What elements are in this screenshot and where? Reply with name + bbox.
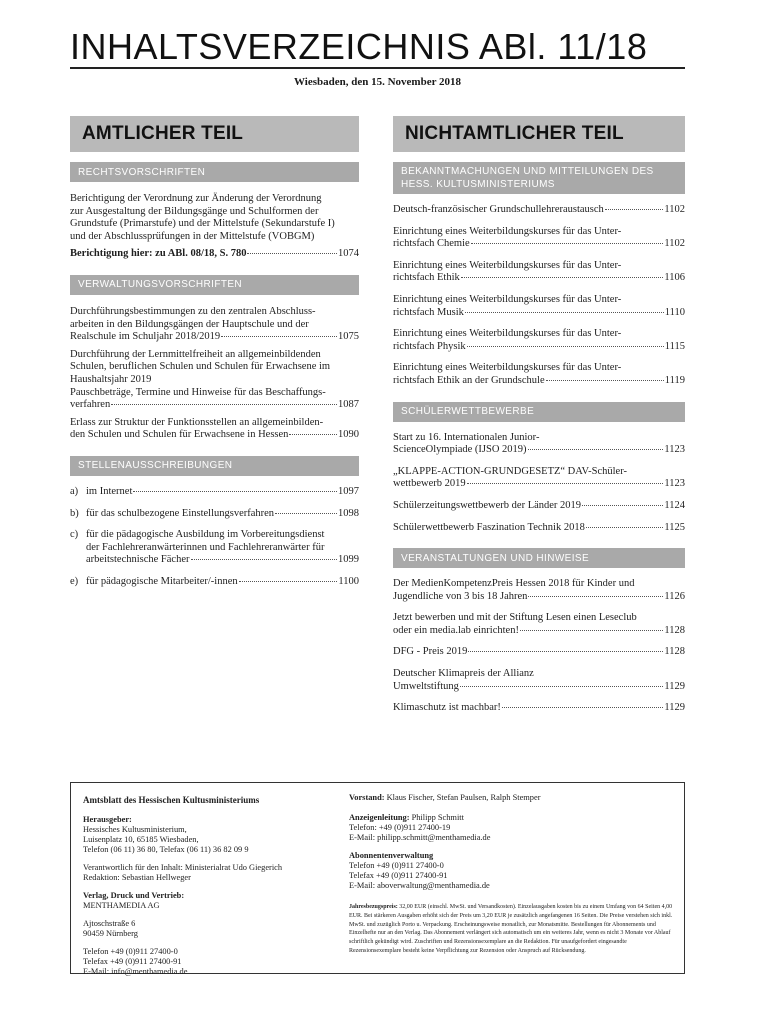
toc-entry[interactable]: Der MedienKompetenzPreis Hessen 2018 für Kinder und Jugendliche von 3 bis 18 Jahren 1126 (393, 578, 685, 602)
toc-entry[interactable]: Klimaschutz ist machbar! 1129 (393, 702, 685, 714)
toc-entry[interactable]: Einrichtung eines Weiterbildungskurses für das Unter- richtsfach Musik 1110 (393, 293, 685, 318)
page-number: 1087 (338, 399, 359, 411)
publication-name: Amtsblatt des Hessischen Kultusministeriums (83, 795, 260, 805)
toc-entry[interactable]: Deutsch-französischer Grundschullehreraustausch 1102 (393, 204, 685, 215)
page-number: 1115 (664, 340, 685, 352)
toc-entry[interactable]: Einrichtung eines Weiterbildungskurses für das Unter- richtsfach Ethik 1106 (393, 259, 685, 284)
nichtamtlicher-teil-heading: NICHTAMTLICHER TEIL (393, 116, 685, 152)
section-schuelerwettbewerbe: SCHÜLERWETTBEWERBE (393, 402, 685, 422)
toc-entry[interactable]: Berichtigung der Verordnung zur Änderung der Verordnung zur Ausgestaltung der Bildungsgänge und Schulformen der Grundstufe (Primarstufe) und der Mittelstufe (Sekundarstufe I) und der Abschlussprüfungen in der Mittelstufe (VOBGM) (70, 193, 335, 242)
toc-entry[interactable]: e) für pädagogische Mitarbeiter/-innen 1100 (70, 575, 359, 587)
page-number: 1097 (338, 485, 359, 497)
email-link[interactable]: E-Mail: philipp.schmitt@menthamedia.de (349, 833, 491, 842)
page-number: 1074 (338, 248, 359, 260)
imprint-right: Vorstand: Klaus Fischer, Stefan Paulsen, Ralph Stemper Anzeigenleitung: Philipp Schmitt Telefon: +49 (0)911 27400-19 E-Mail: philipp.schmitt@menthamedia.de Abonnentenverwaltung Telefon +49 (0)911 27400-0 Telefax +49 (0)911 27400-91 E-Mail: aboverwaltung@menthamedia.de Jahresbezugspreis: 32,00 EUR (einschl. MwSt. und Versandkosten). Einzelausgaben kosten bis zu einem Umfang von 64 Seiten 4,00 EUR. Bei stärkeren Ausgaben erhöht sich der Preis um 3,20 EUR je zusätzlich angefangenen 16 Seiten. Die Preise verstehen sich inkl. MwSt. und zuzüglich Porto u. Verpackung. Erscheinungsweise monatlich, zur Monatsmitte. Bestellungen für Abonnements und Einzelhefte nur an den Verlag. Das Abonnement verlängert sich automatisch um ein weiteres Jahr, wenn es nicht 3 Monate vor Ablauf schriftlich gekündigt wird. Zuschriften und Rezensionsexemplare an die Redaktion. Für unaufgefordert eingesandte Rezensionsexemplare besteht keine Verpflichtung zur Rezension oder Anspruch auf Rücksendung. (349, 793, 675, 964)
toc-entry[interactable]: Deutscher Klimapreis der Allianz Umweltstiftung 1129 (393, 668, 685, 692)
page-number: 1102 (664, 238, 685, 250)
document-title: INHALTSVERZEICHNIS ABl. 11/18 (70, 26, 648, 67)
section-verwaltungsvorschriften: VERWALTUNGSVORSCHRIFTEN (70, 275, 359, 295)
toc-entry[interactable]: Jetzt bewerben und mit der Stiftung Lesen einen Leseclub oder ein media.lab einrichten! 1128 (393, 612, 685, 636)
toc-entry[interactable]: DFG - Preis 2019 1128 (393, 646, 685, 658)
imprint-box (70, 782, 685, 974)
toc-entry[interactable]: Durchführung der Lernmittelfreiheit an allgemeinbildenden Schulen, beruflichen Schulen und Schulen für Erwachsene im Haushaltsjahr 2019 Pauschbeträge, Termine und Hinweise für das Beschaffungs- verfahren 1087 (70, 348, 359, 411)
page-number: 1102 (664, 204, 685, 215)
toc-entry[interactable]: c) für die pädagogische Ausbildung im Vorbereitungsdienst der Fachlehreranwärterinnen und Fachlehreranwärter für arbeitstechnische Fächer 1099 (70, 529, 359, 566)
page-number: 1128 (664, 646, 685, 658)
title-rule (70, 67, 685, 69)
price-notice: Jahresbezugspreis: 32,00 EUR (einschl. MwSt. und Versandkosten). Einzelausgaben kosten bis zu einem Umfang von 64 Seiten 4,00 EUR. Bei stärkeren Ausgaben erhöht sich der Preis um 3,20 EUR je zusätzlich angefangenen 16 Seiten. Die Preise verstehen sich inkl. MwSt. und zuzüglich Porto u. Verpackung. Erscheinungsweise monatlich, zur Monatsmitte. Bestellungen für Abonnements und Einzelhefte nur an den Verlag. Das Abonnement verlängert sich automatisch um ein weiteres Jahr, wenn es nicht 3 Monate vor Ablauf schriftlich gekündigt wird. Zuschriften und Rezensionsexemplare an die Redaktion. Für unaufgefordert eingesandte Rezensionsexemplare besteht keine Verpflichtung zur Rezension oder Anspruch auf Rücksendung. (349, 904, 673, 954)
page-number: 1126 (664, 590, 685, 602)
page-number: 1128 (664, 624, 685, 636)
right-column (393, 116, 685, 715)
page-number: 1123 (664, 444, 685, 456)
page-number: 1124 (664, 499, 685, 511)
page-number: 1098 (338, 507, 359, 519)
toc-entry[interactable]: b) für das schulbezogene Einstellungsverfahren 1098 (70, 507, 359, 519)
page-number: 1110 (664, 306, 685, 318)
email-link[interactable]: E-Mail: info@menthamedia.de (83, 967, 188, 976)
page-number: 1106 (664, 272, 685, 284)
page-number: 1123 (664, 478, 685, 490)
amtlicher-teil-heading: AMTLICHER TEIL (70, 116, 359, 152)
section-rechtsvorschriften: RECHTSVORSCHRIFTEN (70, 162, 359, 182)
page-number: 1125 (664, 521, 685, 533)
section-veranstaltungen: VERANSTALTUNGEN UND HINWEISE (393, 548, 685, 568)
toc-entry[interactable]: Schülerwettbewerb Faszination Technik 2018 1125 (393, 521, 685, 533)
dateline: Wiesbaden, den 15. November 2018 (293, 76, 462, 88)
email-link[interactable]: E-Mail: aboverwaltung@menthamedia.de (349, 881, 490, 890)
toc-entry[interactable]: Erlass zur Struktur der Funktionsstellen an allgemeinbilden- den Schulen und Schulen für Erwachsene in Hessen 1090 (70, 416, 359, 441)
toc-entry[interactable]: „KLAPPE-ACTION-GRUNDGESETZ“ DAV-Schüler- wettbewerb 2019 1123 (393, 465, 685, 490)
page-number: 1099 (338, 554, 359, 566)
toc-entry[interactable]: Einrichtung eines Weiterbildungskurses für das Unter- richtsfach Chemie 1102 (393, 225, 685, 250)
page-number: 1075 (338, 331, 359, 343)
imprint-left: Amtsblatt des Hessischen Kultusministeriums Herausgeber: Hessisches Kultusministerium, Luisenplatz 10, 65185 Wiesbaden, Telefon (06 11) 36 80, Telefax (06 11) 36 82 09 9 Verantwortlich für den Inhalt: Ministerialrat Udo Giegerich Redaktion: Sebastian Hellweger Verlag, Druck und Vertrieb: MENTHAMEDIA AG Ajtoschstraße 6 90459 Nürnberg Telefon +49 (0)911 27400-0 Telefax +49 (0)911 27400-91 E-Mail: info@menthamedia.de (83, 795, 323, 985)
page-number: 1129 (664, 702, 685, 714)
page-number: 1090 (338, 429, 359, 441)
toc-entry[interactable]: Start zu 16. Internationalen Junior- ScienceOlympiade (IJSO 2019) 1123 (393, 431, 685, 456)
toc-entry[interactable]: Berichtigung hier: zu ABl. 08/18, S. 780 1074 (70, 248, 359, 260)
left-column (70, 116, 359, 588)
page-number: 1100 (338, 575, 359, 587)
section-stellenausschreibungen: STELLENAUSSCHREIBUNGEN (70, 456, 359, 476)
page-number: 1129 (664, 680, 685, 692)
toc-entry[interactable]: a) im Internet 1097 (70, 485, 359, 497)
toc-entry[interactable]: Schülerzeitungswettbewerb der Länder 2019 1124 (393, 499, 685, 511)
toc-entry[interactable]: Durchführungsbestimmungen zu den zentralen Abschluss- arbeiten in den Bildungsgängen der Hauptschule und der Realschule im Schuljahr 2018/2019 1075 (70, 305, 359, 343)
toc-entry[interactable]: Einrichtung eines Weiterbildungskurses für das Unter- richtsfach Physik 1115 (393, 328, 685, 352)
toc-entry[interactable]: Einrichtung eines Weiterbildungskurses für das Unter- richtsfach Ethik an der Grundschule 1119 (393, 362, 685, 386)
page-number: 1119 (664, 374, 685, 386)
section-bekanntmachungen: BEKANNTMACHUNGEN UND MITTEILUNGEN DES HESS. KULTUSMINISTERIUMS (393, 162, 685, 194)
